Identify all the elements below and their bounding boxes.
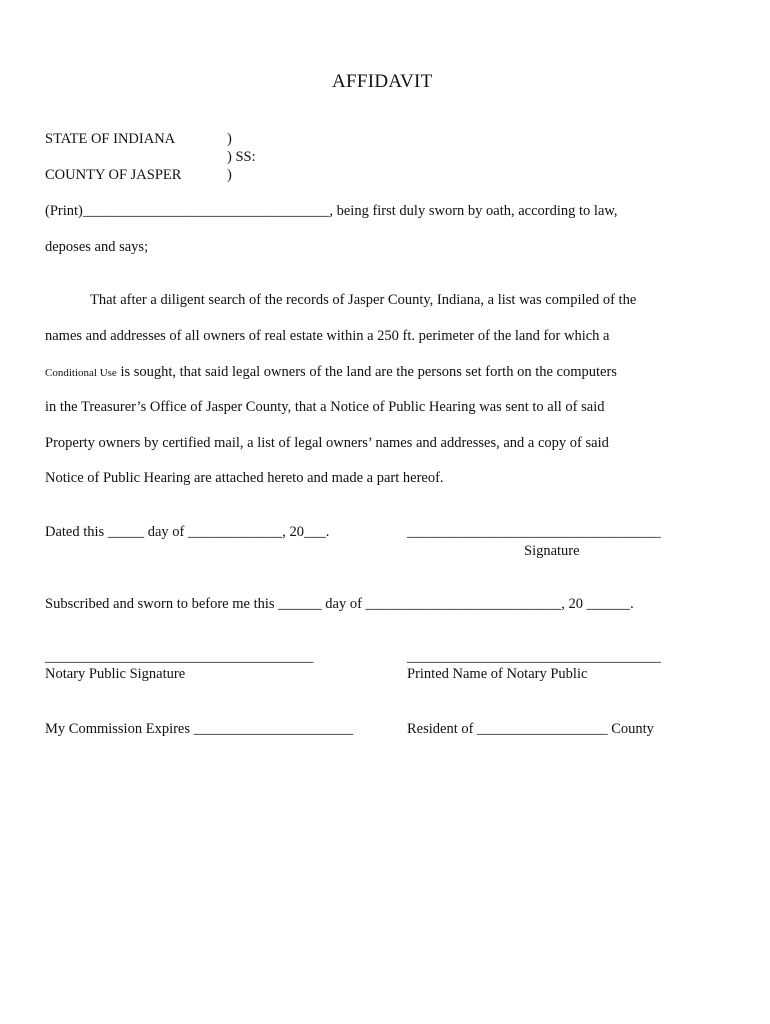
document-title: AFFIDAVIT bbox=[332, 71, 433, 92]
body-line-4: in the Treasurer’s Office of Jasper County, that a Notice of Public Hearing was sent to all of said bbox=[45, 399, 605, 415]
dated-line: Dated this _____ day of _____________, 20___. bbox=[45, 524, 330, 540]
body-line-3-rest: is sought, that said legal owners of the land are the persons set forth on the computers bbox=[116, 364, 617, 380]
caption-paren-3: ) bbox=[227, 167, 232, 183]
intro-line-1: (Print)__________________________________, being first duly sworn by oath, according to law, bbox=[45, 203, 618, 219]
commission-expires-line: My Commission Expires ______________________ bbox=[45, 721, 354, 737]
notary-printed-name-label: Printed Name of Notary Public bbox=[407, 666, 588, 682]
body-line-1: That after a diligent search of the records of Jasper County, Indiana, a list was compiled of the bbox=[90, 292, 637, 308]
notary-printed-name-line: ___________________________________ bbox=[407, 649, 661, 665]
caption-paren-1: ) bbox=[227, 131, 232, 147]
signature-line: ___________________________________ bbox=[407, 524, 661, 540]
resident-county-line: Resident of __________________ County bbox=[407, 721, 654, 737]
intro-line-2: deposes and says; bbox=[45, 239, 149, 255]
notary-signature-label: Notary Public Signature bbox=[45, 666, 186, 682]
caption-state: STATE OF INDIANA bbox=[45, 131, 176, 147]
notary-signature-line: _____________________________________ bbox=[45, 649, 314, 665]
subscribed-line: Subscribed and sworn to before me this ______ day of ___________________________, 20 ______. bbox=[45, 596, 634, 612]
caption-county: COUNTY OF JASPER bbox=[45, 167, 182, 183]
body-line-3 bbox=[45, 363, 617, 382]
signature-label: Signature bbox=[524, 543, 580, 559]
body-line-5: Property owners by certified mail, a list of legal owners’ names and addresses, and a copy of said bbox=[45, 435, 609, 451]
conditional-use-label: Conditional Use bbox=[45, 367, 117, 379]
body-line-2: names and addresses of all owners of real estate within a 250 ft. perimeter of the land for which a bbox=[45, 328, 610, 344]
caption-paren-ss: ) SS: bbox=[227, 149, 256, 165]
body-line-6: Notice of Public Hearing are attached hereto and made a part hereof. bbox=[45, 470, 444, 486]
